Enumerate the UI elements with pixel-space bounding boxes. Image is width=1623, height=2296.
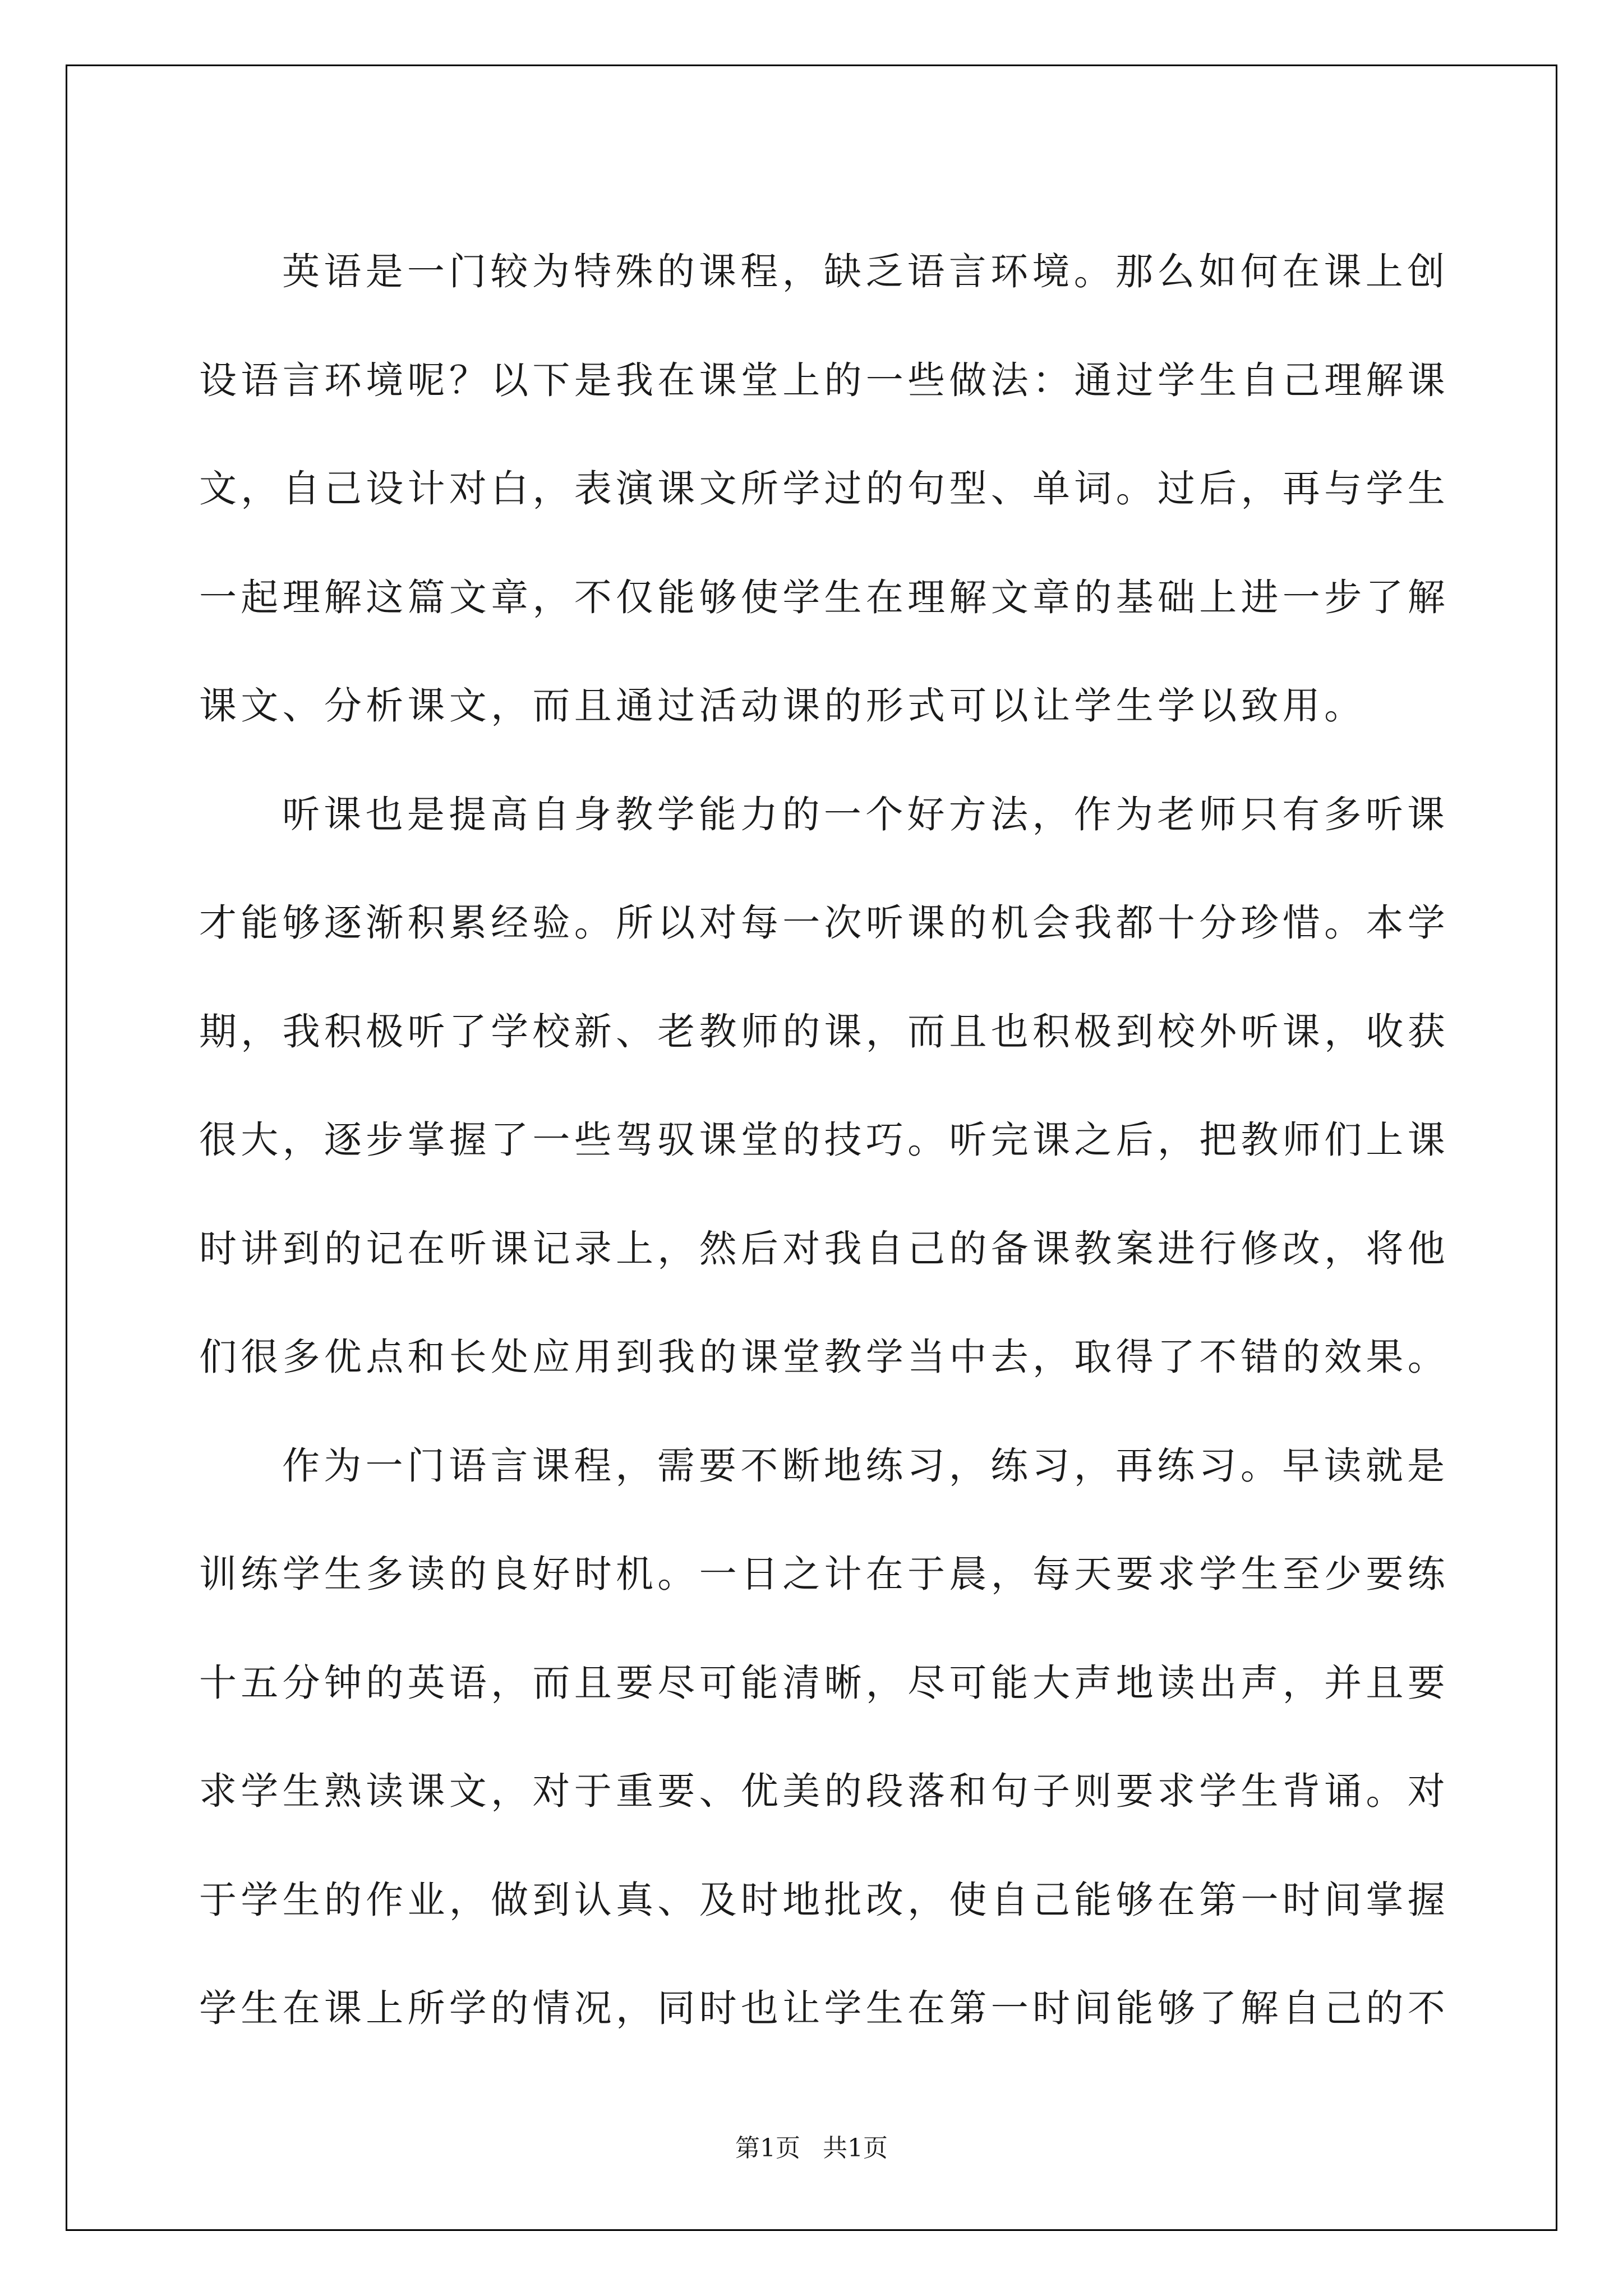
page-footer: [0, 2132, 1623, 2165]
page-total: 共1页: [823, 2134, 888, 2162]
text-line: 时讲到的记在听课记录上，然后对我自己的备课教案进行修改，将他: [199, 1226, 1449, 1271]
text-line: 文，自己设计对白，表演课文所学过的句型、单词。过后，再与学生: [199, 467, 1449, 510]
text-line: 学生在课上所学的情况，同时也让学生在第一时间能够了解自己的不: [199, 1986, 1449, 2030]
text-line: 很大，逐步掌握了一些驾驭课堂的技巧。听完课之后，把教师们上课: [199, 1118, 1449, 1162]
paragraph-3: [199, 1412, 1449, 2063]
paragraph-2: [199, 761, 1449, 1412]
text-line: 作为一门语言课程，需要不断地练习，练习，再练习。早读就是: [282, 1443, 1449, 1488]
text-line: 于学生的作业，做到认真、及时地批改，使自己能够在第一时间掌握: [199, 1878, 1449, 1922]
text-line: 设语言环境呢？以下是我在课堂上的一些做法：通过学生自己理解课: [199, 358, 1449, 402]
text-line: 们很多优点和长处应用到我的课堂教学当中去，取得了不错的效果。: [199, 1335, 1449, 1379]
text-line: 期，我积极听了学校新、老教师的课，而且也积极到校外听课，收获: [199, 1009, 1449, 1053]
paragraph-1: [199, 218, 1449, 761]
document-body: [199, 218, 1449, 2063]
text-line: 才能够逐渐积累经验。所以对每一次听课的机会我都十分珍惜。本学: [199, 901, 1449, 945]
text-line: 训练学生多读的良好时机。一日之计在于晨，每天要求学生至少要练: [199, 1552, 1449, 1596]
text-line: 课文、分析课文，而且通过活动课的形式可以让学生学以致用。: [199, 684, 1366, 728]
text-line: 十五分钟的英语，而且要尽可能清晰，尽可能大声地读出声，并且要: [199, 1660, 1449, 1705]
text-line: 求学生熟读课文，对于重要、优美的段落和句子则要求学生背诵。对: [199, 1769, 1449, 1813]
page-number: 第1页: [735, 2134, 800, 2162]
text-line: 听课也是提高自身教学能力的一个好方法，作为老师只有多听课: [282, 792, 1449, 836]
text-line: 一起理解这篇文章，不仅能够使学生在理解文章的基础上进一步了解: [199, 575, 1449, 619]
text-line: 英语是一门较为特殊的课程，缺乏语言环境。那么如何在课上创: [282, 250, 1449, 293]
